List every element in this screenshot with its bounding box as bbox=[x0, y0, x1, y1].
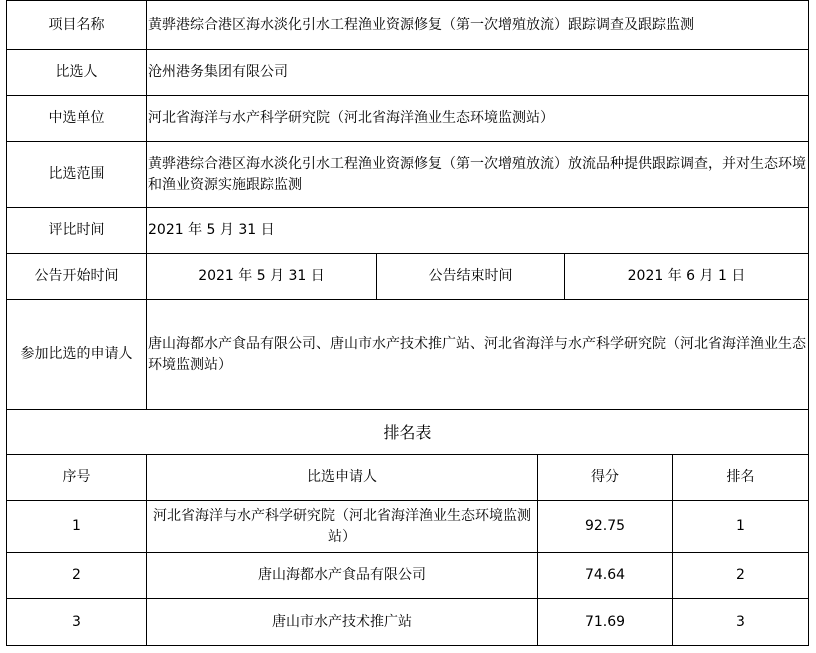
table-row-1-score: 92.75 bbox=[538, 501, 673, 553]
winner-label: 中选单位 bbox=[7, 96, 147, 142]
rank-header-applicant: 比选申请人 bbox=[147, 455, 538, 501]
table-row-2-rank: 2 bbox=[673, 553, 809, 599]
notice-start-label: 公告开始时间 bbox=[7, 254, 147, 300]
scope-label: 比选范围 bbox=[7, 142, 147, 208]
applicants-label: 参加比选的申请人 bbox=[7, 300, 147, 410]
notice-start-value: 2021 年 5 月 31 日 bbox=[147, 254, 377, 300]
project-value: 黄骅港综合港区海水淡化引水工程渔业资源修复（第一次增殖放流）跟踪调查及跟踪监测 bbox=[147, 1, 809, 50]
notice-end-value: 2021 年 6 月 1 日 bbox=[565, 254, 809, 300]
table-row-3-score: 71.69 bbox=[538, 599, 673, 646]
eval-time-value: 2021 年 5 月 31 日 bbox=[147, 208, 809, 254]
table-row-3-rank: 3 bbox=[673, 599, 809, 646]
table-row-2-score: 74.64 bbox=[538, 553, 673, 599]
table-row-3-index: 3 bbox=[7, 599, 147, 646]
buyer-value: 沧州港务集团有限公司 bbox=[147, 50, 809, 96]
rank-header-index: 序号 bbox=[7, 455, 147, 501]
table-row-2-applicant: 唐山海都水产食品有限公司 bbox=[147, 553, 538, 599]
eval-time-label: 评比时间 bbox=[7, 208, 147, 254]
winner-value: 河北省海洋与水产科学研究院（河北省海洋渔业生态环境监测站） bbox=[147, 96, 809, 142]
scope-value: 黄骅港综合港区海水淡化引水工程渔业资源修复（第一次增殖放流）放流品种提供跟踪调查，并对生态环境和渔业资源实施跟踪监测 bbox=[147, 142, 809, 208]
buyer-label: 比选人 bbox=[7, 50, 147, 96]
table-row-2-index: 2 bbox=[7, 553, 147, 599]
notice-end-label: 公告结束时间 bbox=[377, 254, 565, 300]
table-row-1-index: 1 bbox=[7, 501, 147, 553]
rank-header-rank: 排名 bbox=[673, 455, 809, 501]
table-row-3-applicant: 唐山市水产技术推广站 bbox=[147, 599, 538, 646]
project-label: 项目名称 bbox=[7, 1, 147, 50]
table-row-1-applicant: 河北省海洋与水产科学研究院（河北省海洋渔业生态环境监测站） bbox=[147, 501, 538, 553]
rank-header-score: 得分 bbox=[538, 455, 673, 501]
applicants-value: 唐山海都水产食品有限公司、唐山市水产技术推广站、河北省海洋与水产科学研究院（河北省海洋渔业生态环境监测站） bbox=[147, 300, 809, 410]
table-row-1-rank: 1 bbox=[673, 501, 809, 553]
ranking-title: 排名表 bbox=[7, 410, 809, 455]
